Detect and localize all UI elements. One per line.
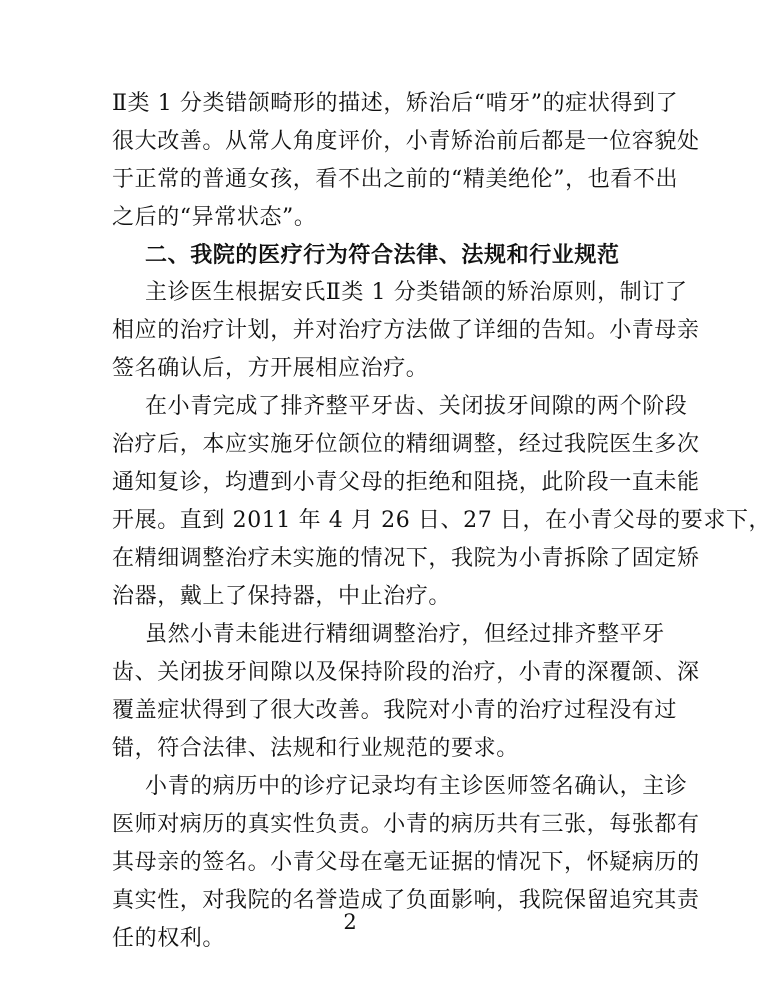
text-line: 在精细调整治疗未实施的情况下，我院为小青拆除了固定矫 <box>112 546 700 571</box>
text-line: 通知复诊，均遭到小青父母的拒绝和阻挠，此阶段一直未能 <box>112 470 700 495</box>
text-line: 其母亲的签名。小青父母在毫无证据的情况下，怀疑病历的 <box>112 850 700 875</box>
text-line: 开展。直到 2011 年 4 月 26 日、27 日，在小青父母的要求下， <box>112 508 771 533</box>
section-heading: 二、我院的医疗行为符合法律、法规和行业规范 <box>145 242 620 268</box>
text-line: 治疗后，本应实施牙位颌位的精细调整，经过我院医生多次 <box>112 432 700 457</box>
page-number: 2 <box>343 910 357 934</box>
text-line: 齿、关闭拔牙间隙以及保持阶段的治疗，小青的深覆颌、深 <box>112 660 700 685</box>
text-line: 很大改善。从常人角度评价，小青矫治前后都是一位容貌处 <box>112 129 700 154</box>
text-line: 覆盖症状得到了很大改善。我院对小青的治疗过程没有过 <box>112 698 678 723</box>
text-line: 虽然小青未能进行精细调整治疗，但经过排齐整平牙 <box>145 622 665 647</box>
text-line: 签名确认后，方开展相应治疗。 <box>112 356 429 381</box>
text-line: 于正常的普通女孩，看不出之前的“精美绝伦”，也看不出 <box>112 167 679 192</box>
text-line: 相应的治疗计划，并对治疗方法做了详细的告知。小青母亲 <box>112 318 700 343</box>
text-line: 在小青完成了排齐整平牙齿、关闭拔牙间隙的两个阶段 <box>145 394 688 419</box>
text-line: 之后的“异常状态”。 <box>112 205 317 230</box>
text-line: 医师对病历的真实性负责。小青的病历共有三张，每张都有 <box>112 812 700 837</box>
text-line: 小青的病历中的诊疗记录均有主诊医师签名确认，主诊 <box>145 774 688 799</box>
text-line: 任的权利。 <box>112 926 226 951</box>
text-line: Ⅱ类 1 分类错颌畸形的描述，矫治后“啃牙”的症状得到了 <box>112 91 679 116</box>
text-line: 真实性，对我院的名誉造成了负面影响，我院保留追究其责 <box>112 888 700 913</box>
text-line: 错，符合法律、法规和行业规范的要求。 <box>112 736 519 761</box>
text-line: 治器，戴上了保持器，中止治疗。 <box>112 584 452 609</box>
text-line: 主诊医生根据安氏Ⅱ类 1 分类错颌的矫治原则，制订了 <box>145 280 688 305</box>
